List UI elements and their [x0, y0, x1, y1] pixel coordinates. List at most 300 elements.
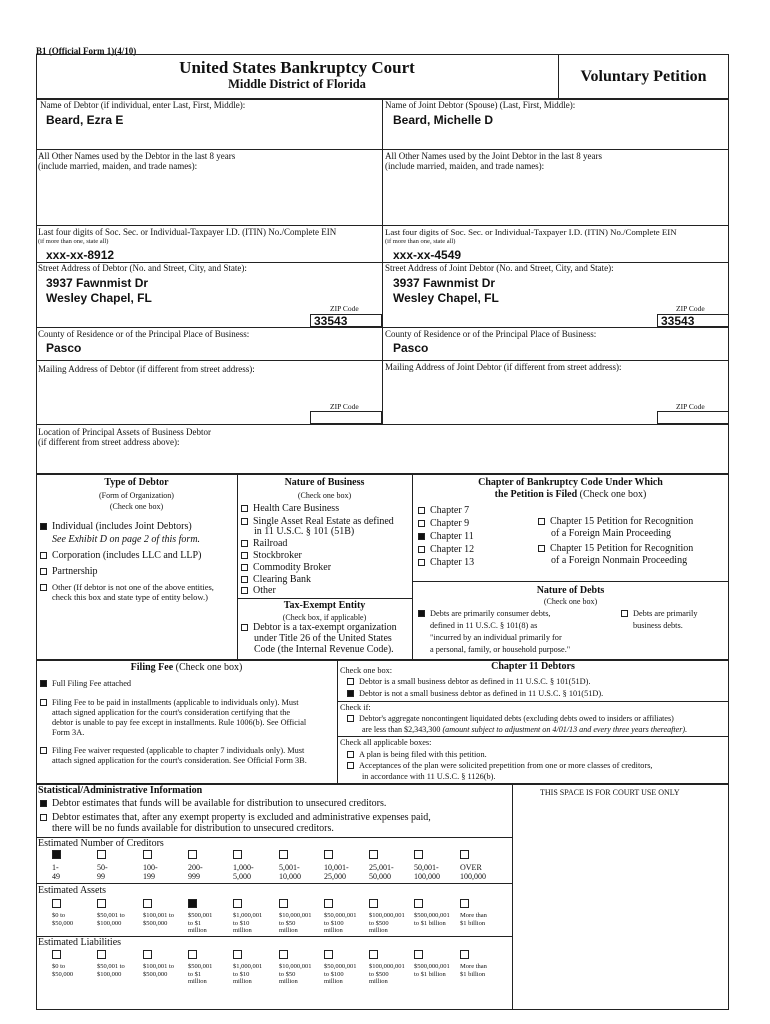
joint-zip[interactable]: 33543 [661, 314, 695, 328]
type-individual-option[interactable] [40, 521, 192, 533]
creditors-option-label: 200- [188, 863, 203, 872]
creditors-option-label: 50,001- [414, 863, 439, 872]
debts-consumer-4: a personal, family, or household purpose." [430, 645, 571, 654]
assets-option[interactable] [369, 899, 405, 935]
checkbox-checked-icon[interactable] [188, 899, 197, 908]
creditors-option-label: OVER [460, 863, 482, 872]
nob-railroad-label: Railroad [253, 538, 288, 549]
checkbox-icon[interactable] [538, 545, 545, 552]
assets-option[interactable] [233, 899, 262, 935]
joint-ssn-sub: (if more than one, state all) [385, 238, 456, 245]
type-of-debtor-sub1: (Form of Organization) [99, 491, 174, 500]
creditors-option-label: 5,001- [279, 863, 300, 872]
liabilities-option[interactable] [279, 950, 312, 986]
tax-exempt-label: Debtor is a tax-exempt organization [253, 622, 397, 633]
court-district: Middle District of Florida [228, 77, 366, 91]
assets-option-label: to $500 [369, 919, 389, 927]
liabilities-option-label: More than [460, 963, 487, 970]
checkbox-icon[interactable] [40, 814, 47, 821]
debtor-mailing-zip-label: ZIP Code [330, 402, 359, 411]
checkbox-icon[interactable] [143, 899, 152, 908]
nob-single-label-2: in 11 U.S.C. § 101 (51B) [254, 526, 355, 537]
debtor-mailing-zip-box[interactable] [310, 411, 382, 424]
creditors-option-label: 25,001- [369, 863, 394, 872]
liabilities-option-label: $0 to [52, 963, 66, 970]
liabilities-option[interactable] [324, 950, 357, 986]
liabilities-option[interactable] [233, 950, 262, 986]
assets-option-label: million [279, 927, 298, 934]
nob-other-label: Other [253, 585, 276, 596]
liabilities-option[interactable] [143, 950, 174, 978]
nob-other-option[interactable] [241, 585, 276, 597]
creditors-option-label: 99 [97, 872, 105, 881]
nature-of-debts-title: Nature of Debts [536, 585, 605, 596]
type-of-debtor-title: Type of Debtor [104, 477, 169, 488]
type-corporation-option[interactable] [40, 550, 201, 562]
creditors-option-label: 199 [143, 872, 155, 881]
liabilities-option[interactable] [97, 950, 125, 978]
type-corporation-label: Corporation (includes LLC and LLP) [52, 550, 202, 561]
assets-option-label: $500,001 [188, 912, 213, 919]
debtor-ssn[interactable]: xxx-xx-8912 [46, 248, 115, 262]
joint-zip-label: ZIP Code [676, 304, 705, 313]
nob-health-option[interactable] [241, 503, 339, 515]
assets-option-label: to $1 billion [414, 919, 446, 927]
ch11-aggregate-2 [362, 724, 687, 735]
ch11-accept-option[interactable] [347, 760, 653, 771]
liabilities-option[interactable] [414, 950, 450, 978]
assets-option-label: to $10 [233, 919, 250, 927]
checkbox-icon[interactable] [414, 950, 423, 959]
assets-option-label: to $50 [279, 919, 296, 927]
assets-option-label: $500,000,001 [414, 912, 450, 919]
liabilities-option-label: to $100 [324, 970, 344, 978]
assets-option-label: million [369, 927, 388, 934]
creditors-option-label: 999 [188, 872, 200, 881]
checkbox-icon[interactable] [233, 950, 242, 959]
nob-commodity-label: Commodity Broker [253, 562, 332, 573]
filing-fee-title-sub: (Check one box) [175, 662, 243, 673]
form-id: B1 (Official Form 1)(4/10) [36, 46, 137, 56]
chapter11-check-one: Check one box: [340, 666, 393, 675]
creditors-option[interactable] [279, 850, 301, 881]
assets-option-label: $500,000 [143, 919, 168, 927]
liabilities-option-label: $50,001 to [97, 963, 125, 970]
checkbox-icon[interactable] [279, 899, 288, 908]
creditors-option-label: 50,000 [369, 872, 391, 881]
assets-option-label: $100,000 [97, 919, 122, 927]
checkbox-icon[interactable] [369, 899, 378, 908]
ch11-aggregate-2b: (amount subject to adjustment on 4/01/13 and every three years thereafter). [442, 725, 688, 734]
ch11-aggregate-label: Debtor's aggregate noncontingent liquidated debts (excluding debts owed to insiders or affiliates) [359, 714, 674, 723]
liabilities-option-label: to $1 [188, 970, 202, 978]
joint-name[interactable]: Beard, Michelle D [393, 113, 494, 127]
liabilities-option[interactable] [460, 950, 487, 978]
checkbox-icon[interactable] [460, 850, 469, 859]
checkbox-checked-icon[interactable] [418, 533, 425, 540]
checkbox-icon[interactable] [241, 624, 248, 631]
debtor-zip-label: ZIP Code [330, 304, 359, 313]
joint-other-names-sub: (include married, maiden, and trade names): [385, 161, 545, 171]
ch11-small-option[interactable] [347, 676, 591, 687]
checkbox-icon[interactable] [97, 950, 106, 959]
chapter-15-main-label: Chapter 15 Petition for Recognition [550, 516, 694, 527]
checkbox-icon[interactable] [418, 507, 425, 514]
checkbox-icon[interactable] [418, 559, 425, 566]
checkbox-icon[interactable] [414, 899, 423, 908]
creditors-option-label: 10,001- [324, 863, 349, 872]
creditors-option[interactable] [52, 850, 61, 881]
assets-option-label: $10,000,001 [279, 912, 312, 919]
creditors-option-label: 50- [97, 863, 108, 872]
assets-option-label: $1 billion [460, 919, 486, 927]
type-other-label: Other (If debtor is not one of the above entities, [52, 582, 214, 592]
joint-city[interactable]: Wesley Chapel, FL [393, 291, 499, 305]
joint-street[interactable]: 3937 Fawnmist Dr [393, 276, 496, 290]
checkbox-icon[interactable] [40, 584, 47, 591]
stat-nofunds-label: Debtor estimates that, after any exempt property is excluded and administrative expenses paid, [52, 812, 431, 823]
creditors-option[interactable] [414, 850, 440, 881]
checkbox-icon[interactable] [52, 899, 61, 908]
nature-of-debts-sub: (Check one box) [543, 597, 598, 606]
liabilities-option-label: $100,001 to [143, 963, 175, 970]
debtor-other-names-label: All Other Names used by the Debtor in the last 8 years [38, 151, 236, 161]
liabilities-option-label: to $50 [279, 970, 296, 978]
ch11-not-small-option[interactable] [347, 688, 603, 699]
court-use-only: THIS SPACE IS FOR COURT USE ONLY [540, 788, 680, 797]
fee-installments-4: Form 3A. [52, 728, 85, 737]
creditors-option[interactable] [460, 850, 486, 881]
creditors-option-label: 49 [52, 872, 60, 881]
checkbox-checked-icon[interactable] [40, 800, 47, 807]
creditors-option-label: 100,000 [414, 872, 440, 881]
nob-railroad-option[interactable] [241, 538, 287, 550]
nature-of-business-title: Nature of Business [284, 477, 365, 488]
assets-option-label: to $100 [324, 919, 344, 927]
checkbox-icon[interactable] [369, 950, 378, 959]
chapter-9-label: Chapter 9 [430, 518, 470, 529]
assets-option-label: More than [460, 912, 487, 919]
liabilities-option-label: $500,001 [188, 963, 213, 970]
checkbox-icon[interactable] [241, 587, 248, 594]
checkbox-icon[interactable] [347, 678, 354, 685]
tax-exempt-line2: under Title 26 of the United States [254, 633, 392, 644]
checkbox-icon[interactable] [324, 850, 333, 859]
debtor-county-label: County of Residence or of the Principal Place of Business: [38, 329, 250, 339]
debts-consumer-2: defined in 11 U.S.C. § 101(8) as [430, 621, 538, 630]
assets-label: Estimated Assets [38, 885, 107, 896]
checkbox-icon[interactable] [241, 540, 248, 547]
assets-option-label: $100,000,001 [369, 912, 405, 919]
checkbox-icon[interactable] [233, 899, 242, 908]
chapter-12-label: Chapter 12 [430, 544, 475, 555]
checkbox-icon[interactable] [621, 610, 628, 617]
liabilities-option[interactable] [52, 950, 73, 978]
chapter11-check-if: Check if: [340, 703, 371, 712]
ch11-small-label: Debtor is a small business debtor as defined in 11 U.S.C. § 101(51D). [359, 677, 591, 686]
fee-installments-3: debtor is unable to pay fee except in installments. Rule 1006(b). See Official [52, 718, 307, 727]
ch11-plan-label: A plan is being filed with this petition. [359, 750, 487, 759]
fee-installments-label: Filing Fee to be paid in installments (applicable to individuals only). Must [52, 698, 299, 707]
debtor-name[interactable]: Beard, Ezra E [46, 113, 124, 127]
checkbox-checked-icon[interactable] [418, 610, 425, 617]
checkbox-checked-icon[interactable] [40, 523, 47, 530]
liabilities-option-label: $100,000 [97, 970, 122, 978]
assets-option-label: $50,000,001 [324, 912, 357, 919]
checkbox-checked-icon[interactable] [40, 680, 47, 687]
debtor-zip[interactable]: 33543 [314, 314, 348, 328]
liabilities-option-label: million [324, 978, 343, 985]
creditors-option-label: 100- [143, 863, 158, 872]
ch11-aggregate-2a: are less than $2,343,300 [362, 725, 441, 734]
liabilities-label: Estimated Liabilities [38, 937, 122, 948]
assets-option-label: $50,001 to [97, 912, 125, 919]
assets-option[interactable] [279, 899, 312, 935]
nob-health-label: Health Care Business [253, 503, 340, 514]
liabilities-option-label: $50,000 [52, 970, 74, 978]
joint-name-label: Name of Joint Debtor (Spouse) (Last, First, Middle): [385, 100, 576, 110]
joint-ssn[interactable]: xxx-xx-4549 [393, 248, 462, 262]
checkbox-icon[interactable] [40, 747, 47, 754]
checkbox-icon[interactable] [40, 568, 47, 575]
checkbox-icon[interactable] [241, 564, 248, 571]
creditors-option[interactable] [188, 850, 203, 881]
chapter-title-2 [412, 489, 729, 501]
assets-option-label: $1,000,001 [233, 912, 263, 919]
ch11-accept-2: in accordance with 11 U.S.C. § 1126(b). [362, 772, 496, 781]
ch11-plan-option[interactable] [347, 749, 487, 760]
filing-fee-title-text: Filing Fee [130, 662, 174, 673]
checkbox-icon[interactable] [347, 751, 354, 758]
checkbox-icon[interactable] [369, 850, 378, 859]
checkbox-icon[interactable] [233, 850, 242, 859]
fee-installments-2: attach signed application for the court's consideration certifying that the [52, 708, 291, 717]
checkbox-icon[interactable] [418, 520, 425, 527]
checkbox-icon[interactable] [279, 950, 288, 959]
debts-business-2: business debts. [633, 621, 683, 630]
creditors-option-label: 1- [52, 863, 59, 872]
fee-full-label: Full Filing Fee attached [52, 679, 132, 688]
debtor-name-label: Name of Debtor (if individual, enter Last, First, Middle): [40, 100, 246, 110]
checkbox-checked-icon[interactable] [52, 850, 61, 859]
creditors-label: Estimated Number of Creditors [38, 838, 164, 849]
checkbox-checked-icon[interactable] [347, 690, 354, 697]
checkbox-icon[interactable] [241, 505, 248, 512]
checkbox-icon[interactable] [52, 950, 61, 959]
ch11-aggregate-option[interactable] [347, 713, 674, 724]
fee-full-option[interactable] [40, 678, 131, 689]
chapter11-check-all: Check all applicable boxes: [340, 738, 432, 747]
nob-stockbroker-option[interactable] [241, 550, 302, 562]
assets-option[interactable] [143, 899, 174, 927]
checkbox-icon[interactable] [241, 518, 248, 525]
joint-mailing-zip-label: ZIP Code [676, 402, 705, 411]
checkbox-icon[interactable] [347, 762, 354, 769]
stat-funds-label: Debtor estimates that funds will be available for distribution to unsecured creditors. [52, 798, 387, 809]
nob-commodity-option[interactable] [241, 562, 331, 574]
statistical-title: Statistical/Administrative Information [38, 785, 203, 796]
assets-option-label: to $1 [188, 919, 202, 927]
liabilities-option-label: to $500 [369, 970, 389, 978]
checkbox-icon[interactable] [460, 899, 469, 908]
type-other-label-2: check this box and state type of entity below.) [52, 592, 208, 602]
checkbox-icon[interactable] [188, 850, 197, 859]
tax-exempt-line3: Code (the Internal Revenue Code). [254, 644, 394, 655]
debts-consumer-3: "incurred by an individual primarily for [430, 633, 562, 642]
chapter-15-nonmain-label: Chapter 15 Petition for Recognition [550, 543, 694, 554]
checkbox-icon[interactable] [241, 552, 248, 559]
type-partnership-option[interactable] [40, 566, 98, 578]
fee-waiver-2: attach signed application for the court's consideration. See Official Form 3B. [52, 756, 307, 765]
chapter-title-1: Chapter of Bankruptcy Code Under Which [478, 477, 663, 488]
liabilities-option-label: to $10 [233, 970, 250, 978]
assets-option[interactable] [324, 899, 357, 935]
nob-single-label: Single Asset Real Estate as defined [253, 516, 394, 527]
creditors-option[interactable] [324, 850, 349, 881]
assets-option[interactable] [97, 899, 125, 927]
liabilities-option[interactable] [188, 950, 212, 986]
assets-option-label: million [188, 927, 207, 934]
checkbox-icon[interactable] [279, 850, 288, 859]
filing-fee-title [36, 662, 337, 674]
debts-consumer-option[interactable] [418, 608, 551, 619]
type-individual-label: Individual (includes Joint Debtors) [52, 521, 192, 532]
ch11-not-small-label: Debtor is not a small business debtor as defined in 11 U.S.C. § 101(51D). [359, 689, 604, 698]
assets-option-label: million [233, 927, 252, 934]
assets-option[interactable] [460, 899, 487, 927]
creditors-option-label: 100,000 [460, 872, 486, 881]
joint-county-label: County of Residence or of the Principal Place of Business: [385, 329, 597, 339]
ch11-accept-label: Acceptances of the plan were solicited prepetition from one or more classes of creditors, [359, 761, 653, 770]
nob-clearing-label: Clearing Bank [253, 574, 312, 585]
checkbox-icon[interactable] [143, 850, 152, 859]
tax-exempt-sub: (Check box, if applicable) [282, 613, 367, 622]
chapter-title-2b: (Check one box) [579, 489, 647, 500]
chapter-7-label: Chapter 7 [430, 505, 470, 516]
debts-business-option[interactable] [621, 608, 698, 619]
liabilities-option-label: $10,000,001 [279, 963, 312, 970]
chapter-15-main-option[interactable] [538, 516, 693, 528]
creditors-option-label: 10,000 [279, 872, 301, 881]
checkbox-icon[interactable] [324, 950, 333, 959]
debtor-county[interactable]: Pasco [46, 341, 82, 355]
debtor-city[interactable]: Wesley Chapel, FL [46, 291, 152, 305]
type-individual-note: See Exhibit D on page 2 of this form. [52, 534, 201, 545]
debtor-ssn-sub: (if more than one, state all) [38, 238, 109, 245]
assets-option-label: $0 to [52, 912, 66, 919]
liabilities-option-label: million [279, 978, 298, 985]
checkbox-icon[interactable] [97, 899, 106, 908]
checkbox-icon[interactable] [324, 899, 333, 908]
checkbox-icon[interactable] [460, 950, 469, 959]
tax-exempt-title: Tax-Exempt Entity [283, 600, 366, 611]
chapter-12-option[interactable] [418, 544, 474, 556]
nature-of-business-sub: (Check one box) [297, 491, 352, 500]
location-label: Location of Principal Assets of Business Debtor [38, 427, 211, 437]
assets-option[interactable] [188, 899, 212, 935]
chapter-13-option[interactable] [418, 557, 474, 569]
checkbox-icon[interactable] [40, 699, 47, 706]
liabilities-option-label: million [369, 978, 388, 985]
chapter-13-label: Chapter 13 [430, 557, 475, 568]
assets-option-label: $100,001 to [143, 912, 175, 919]
chapter-15-nonmain-label-2: of a Foreign Nonmain Proceeding [551, 555, 688, 566]
chapter-7-option[interactable] [418, 505, 469, 517]
creditors-option[interactable] [369, 850, 394, 881]
debtor-street[interactable]: 3937 Fawnmist Dr [46, 276, 149, 290]
court-name: United States Bankruptcy Court [179, 58, 415, 77]
checkbox-icon[interactable] [188, 950, 197, 959]
nob-stockbroker-label: Stockbroker [253, 550, 302, 561]
assets-option-label: $50,000 [52, 919, 74, 927]
liabilities-option-label: $500,000,001 [414, 963, 450, 970]
assets-option[interactable] [414, 899, 450, 927]
creditors-option-label: 1,000- [233, 863, 254, 872]
fee-waiver-label: Filing Fee waiver requested (applicable to chapter 7 individuals only). Must [52, 746, 305, 755]
checkbox-icon[interactable] [347, 715, 354, 722]
chapter-9-option[interactable] [418, 518, 469, 530]
petition-type: Voluntary Petition [580, 68, 707, 85]
checkbox-icon[interactable] [40, 552, 47, 559]
checkbox-icon[interactable] [143, 950, 152, 959]
creditors-option[interactable] [143, 850, 158, 881]
debts-business-label: Debts are primarily [633, 609, 698, 618]
checkbox-icon[interactable] [241, 576, 248, 583]
location-sub: (if different from street address above): [38, 437, 180, 447]
type-of-debtor-sub2: (Check one box) [109, 502, 164, 511]
chapter-title-2a: the Petition is Filed [494, 489, 578, 500]
liabilities-option-label: million [188, 978, 207, 985]
debtor-other-names-sub: (include married, maiden, and trade names): [38, 161, 198, 171]
debtor-ssn-label: Last four digits of Soc. Sec. or Individual-Taxpayer I.D. (ITIN) No./Complete EIN [38, 227, 337, 237]
joint-county[interactable]: Pasco [393, 341, 429, 355]
joint-mailing-zip-box[interactable] [657, 411, 729, 424]
joint-ssn-label: Last four digits of Soc. Sec. or Individual-Taxpayer I.D. (ITIN) No./Complete EIN [385, 227, 677, 237]
joint-address-label: Street Address of Joint Debtor (No. and Street, City, and State): [385, 263, 614, 273]
liabilities-option-label: $100,000,001 [369, 963, 405, 970]
debtor-mailing-label: Mailing Address of Debtor (if different from street address): [38, 364, 255, 374]
liabilities-option-label: $1 billion [460, 970, 486, 978]
stat-funds-option[interactable] [40, 798, 386, 810]
liabilities-option[interactable] [369, 950, 405, 986]
type-partnership-label: Partnership [52, 566, 98, 577]
chapter11-title: Chapter 11 Debtors [491, 661, 575, 672]
stat-nofunds-2: there will be no funds available for distribution to unsecured creditors. [52, 823, 334, 834]
checkbox-icon[interactable] [414, 850, 423, 859]
creditors-option[interactable] [233, 850, 254, 881]
creditors-option[interactable] [97, 850, 108, 881]
chapter-11-option[interactable] [418, 531, 474, 543]
chapter-11-label: Chapter 11 [430, 531, 474, 542]
joint-mailing-label: Mailing Address of Joint Debtor (if different from street address): [385, 362, 622, 372]
creditors-option-label: 25,000 [324, 872, 346, 881]
creditors-option-label: 5,000 [233, 872, 251, 881]
joint-other-names-label: All Other Names used by the Joint Debtor in the last 8 years [385, 151, 602, 161]
chapter-15-nonmain-option[interactable] [538, 543, 693, 555]
checkbox-icon[interactable] [538, 518, 545, 525]
assets-option-label: million [324, 927, 343, 934]
chapter-15-main-label-2: of a Foreign Main Proceeding [551, 528, 671, 539]
liabilities-option-label: million [233, 978, 252, 985]
liabilities-option-label: to $1 billion [414, 970, 446, 978]
liabilities-option-label: $1,000,001 [233, 963, 263, 970]
checkbox-icon[interactable] [418, 546, 425, 553]
liabilities-option-label: $500,000 [143, 970, 168, 978]
assets-option[interactable] [52, 899, 73, 927]
debtor-address-label: Street Address of Debtor (No. and Street, City, and State): [38, 263, 247, 273]
checkbox-icon[interactable] [97, 850, 106, 859]
debts-consumer-label: Debts are primarily consumer debts, [430, 609, 551, 618]
